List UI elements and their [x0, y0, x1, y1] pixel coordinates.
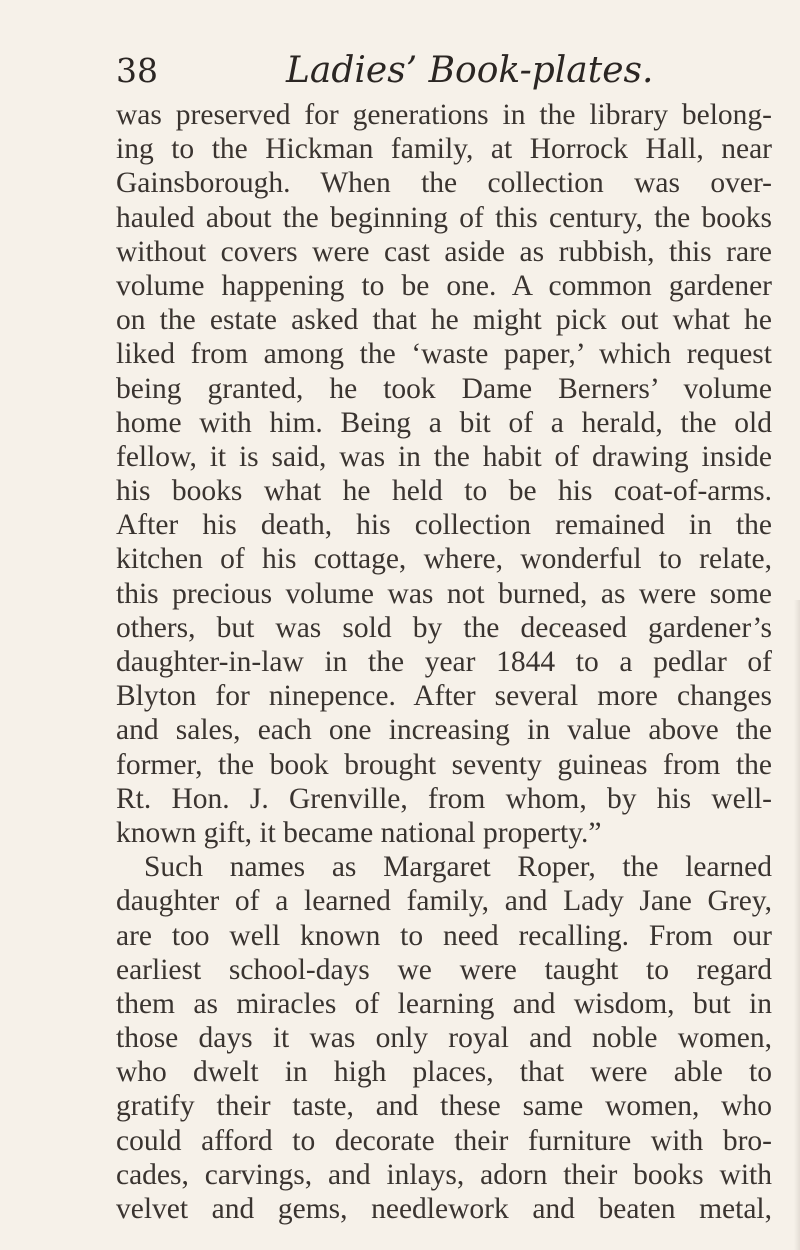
body-text: [116, 98, 772, 1226]
text-line: being granted, he took Dame Berners’ volume: [116, 372, 772, 405]
text-line: earliest school-days we were taught to regard: [116, 953, 772, 986]
text-line: daughter of a learned family, and Lady Jane Grey,: [116, 885, 772, 918]
page-number: 38: [116, 51, 158, 90]
text-line: fellow, it is said, was in the habit of drawing inside: [116, 440, 772, 473]
text-line: those days it was only royal and noble women,: [116, 1022, 772, 1055]
page-edge-shadow: [794, 600, 800, 1250]
text-line: his books what he held to be his coat-of-arms.: [116, 475, 772, 508]
text-line: former, the book brought seventy guineas from the: [116, 748, 772, 781]
text-line: who dwelt in high places, that were able to: [116, 1056, 772, 1089]
text-line: gratify their taste, and these same women, who: [116, 1090, 772, 1123]
text-line: hauled about the beginning of this century, the books: [116, 201, 772, 234]
text-line: others, but was sold by the deceased gardener’s: [116, 611, 772, 644]
running-head: [116, 48, 776, 94]
text-line: ing to the Hickman family, at Horrock Hall, near: [116, 133, 772, 166]
text-line: Gainsborough. When the collection was over-: [116, 167, 772, 200]
text-line: home with him. Being a bit of a herald, the old: [116, 406, 772, 439]
text-line: daughter-in-law in the year 1844 to a pedlar of: [116, 646, 772, 678]
text-line: kitchen of his cottage, where, wonderful to relate,: [116, 543, 772, 576]
text-line: on the estate asked that he might pick out what he: [116, 304, 772, 337]
text-line: After his death, his collection remained in the: [116, 509, 772, 542]
text-line: could afford to decorate their furniture with bro-: [116, 1124, 772, 1157]
text-line: liked from among the ‘waste paper,’ which request: [116, 338, 772, 371]
text-line: velvet and gems, needlework and beaten metal,: [116, 1193, 772, 1225]
text-line: this precious volume was not burned, as were some: [116, 577, 772, 610]
text-line: are too well known to need recalling. From our: [116, 919, 772, 952]
text-line: Rt. Hon. J. Grenville, from whom, by his well-: [116, 782, 772, 815]
text-line: without covers were cast aside as rubbish, this rare: [116, 235, 772, 268]
text-line: cades, carvings, and inlays, adorn their books with: [116, 1158, 772, 1191]
text-line: was preserved for generations in the library belong-: [116, 99, 772, 131]
running-title: Ladies’ Book-plates.: [286, 50, 654, 91]
text-line: volume happening to be one. A common gardener: [116, 269, 772, 302]
text-line: Blyton for ninepence. After several more changes: [116, 680, 772, 713]
text-line: Such names as Margaret Roper, the learned: [144, 851, 772, 884]
text-line: them as miracles of learning and wisdom, but in: [116, 987, 772, 1020]
text-line: and sales, each one increasing in value above the: [116, 714, 772, 747]
text-line: known gift, it became national property.”: [116, 816, 602, 849]
